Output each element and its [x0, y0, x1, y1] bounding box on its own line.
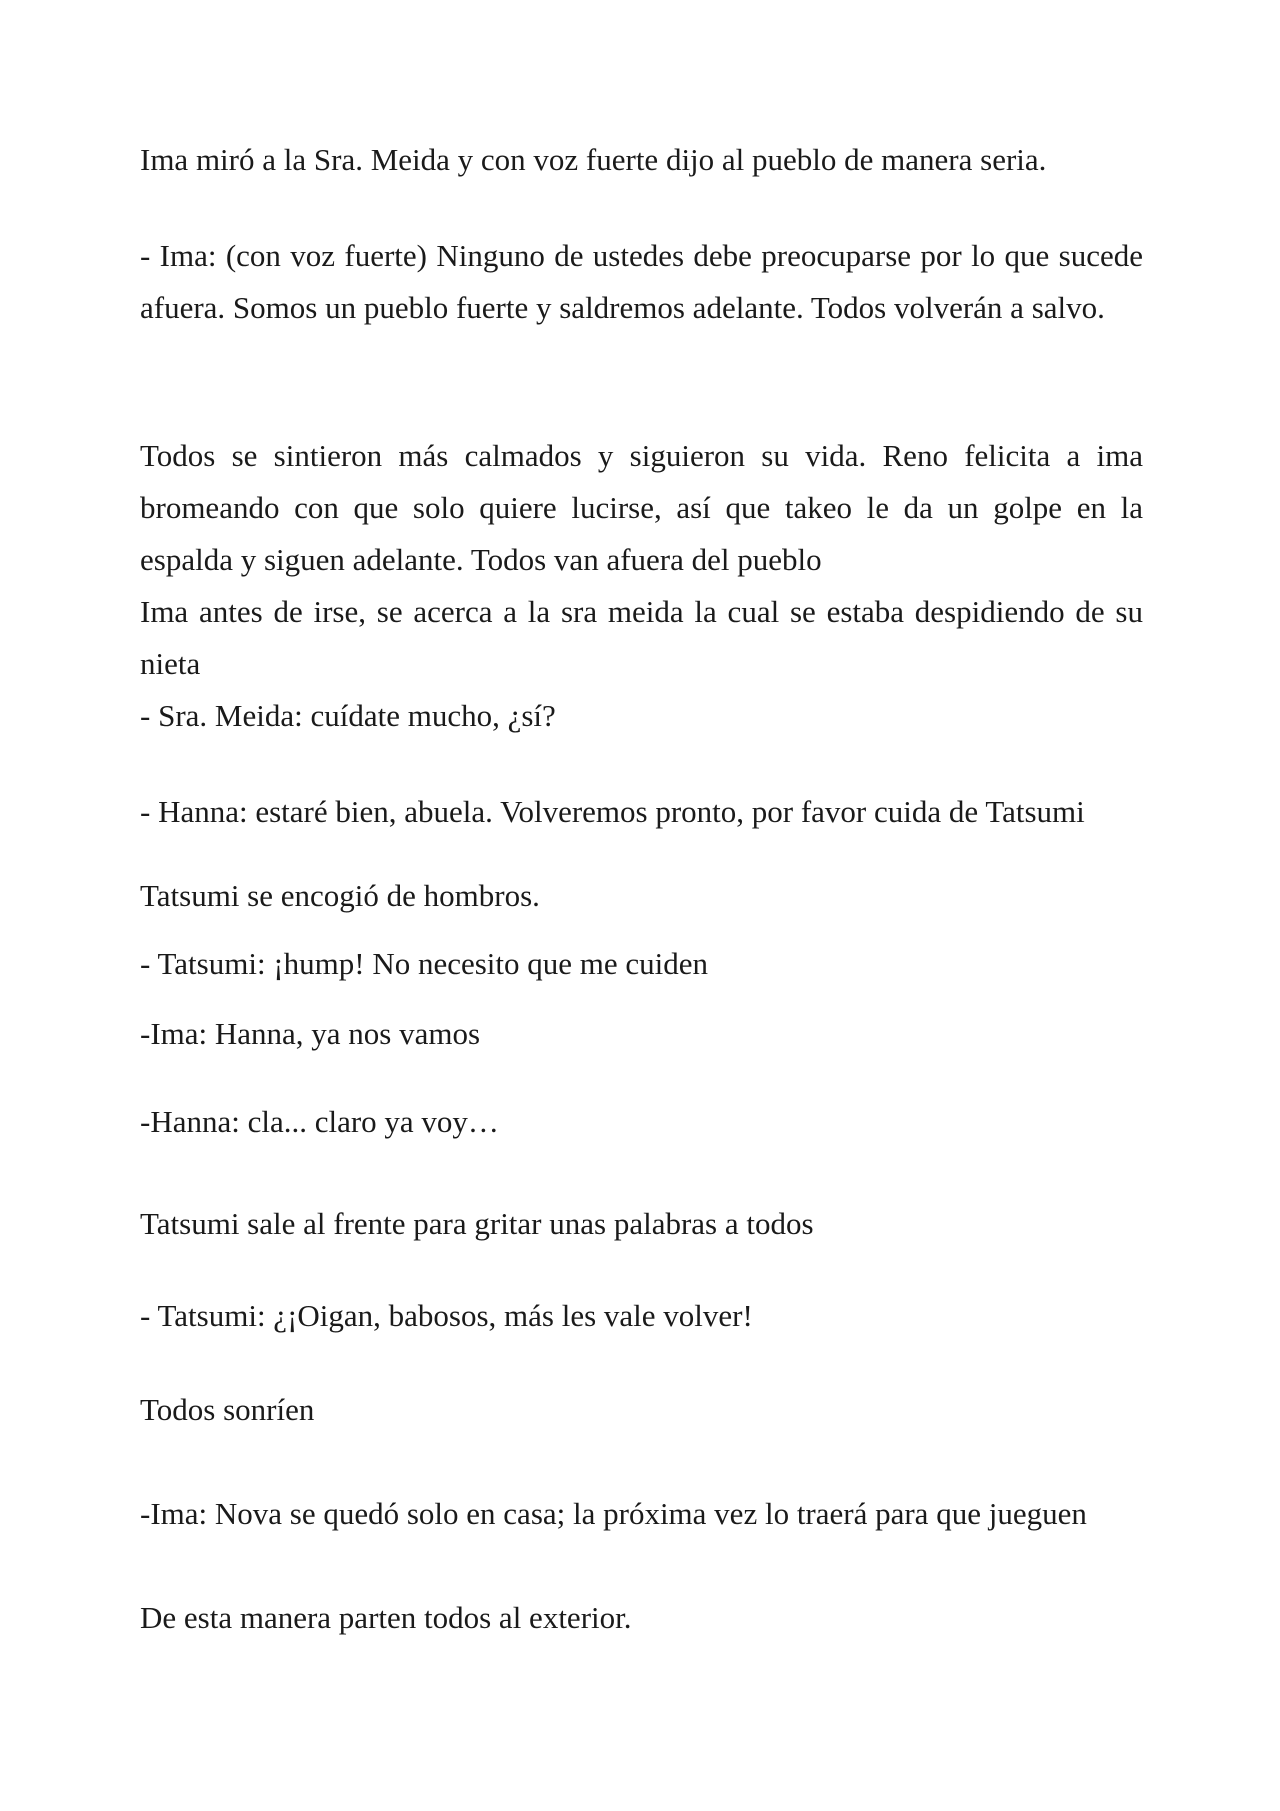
- paragraph-15: De esta manera parten todos al exterior.: [140, 1600, 632, 1635]
- paragraph-14: -Ima: Nova se quedó solo en casa; la próxima vez lo traerá para que jueguen: [140, 1496, 1087, 1531]
- paragraph-11: Tatsumi sale al frente para gritar unas palabras a todos: [140, 1206, 814, 1241]
- paragraph-7: Tatsumi se encogió de hombros.: [140, 878, 540, 913]
- paragraph-9: -Ima: Hanna, ya nos vamos: [140, 1016, 481, 1051]
- paragraph-13: Todos sonríen: [140, 1392, 315, 1427]
- paragraph-12: - Tatsumi: ¿¡Oigan, babosos, más les vale volver!: [140, 1298, 753, 1333]
- paragraph-3: Todos se sintieron más calmados y siguieron su vida. Reno felicita a ima bromeando con que solo quiere lucirse, así que takeo le da un golpe en la espalda y siguen adelante. Todos van afuera del pueblo: [140, 438, 1143, 577]
- paragraph-4: Ima antes de irse, se acerca a la sra meida la cual se estaba despidiendo de su nieta: [140, 594, 1143, 681]
- paragraph-1: Ima miró a la Sra. Meida y con voz fuerte dijo al pueblo de manera seria.: [140, 142, 1047, 177]
- paragraph-10: -Hanna: cla... claro ya voy…: [140, 1104, 499, 1139]
- paragraph-5: - Sra. Meida: cuídate mucho, ¿sí?: [140, 698, 556, 733]
- paragraph-8: - Tatsumi: ¡hump! No necesito que me cuiden: [140, 946, 709, 981]
- paragraph-6: - Hanna: estaré bien, abuela. Volveremos pronto, por favor cuida de Tatsumi: [140, 794, 1085, 829]
- paragraph-2: - Ima: (con voz fuerte) Ninguno de ustedes debe preocuparse por lo que sucede afuera. Somos un pueblo fuerte y saldremos adelante. Todos volverán a salvo.: [140, 238, 1143, 325]
